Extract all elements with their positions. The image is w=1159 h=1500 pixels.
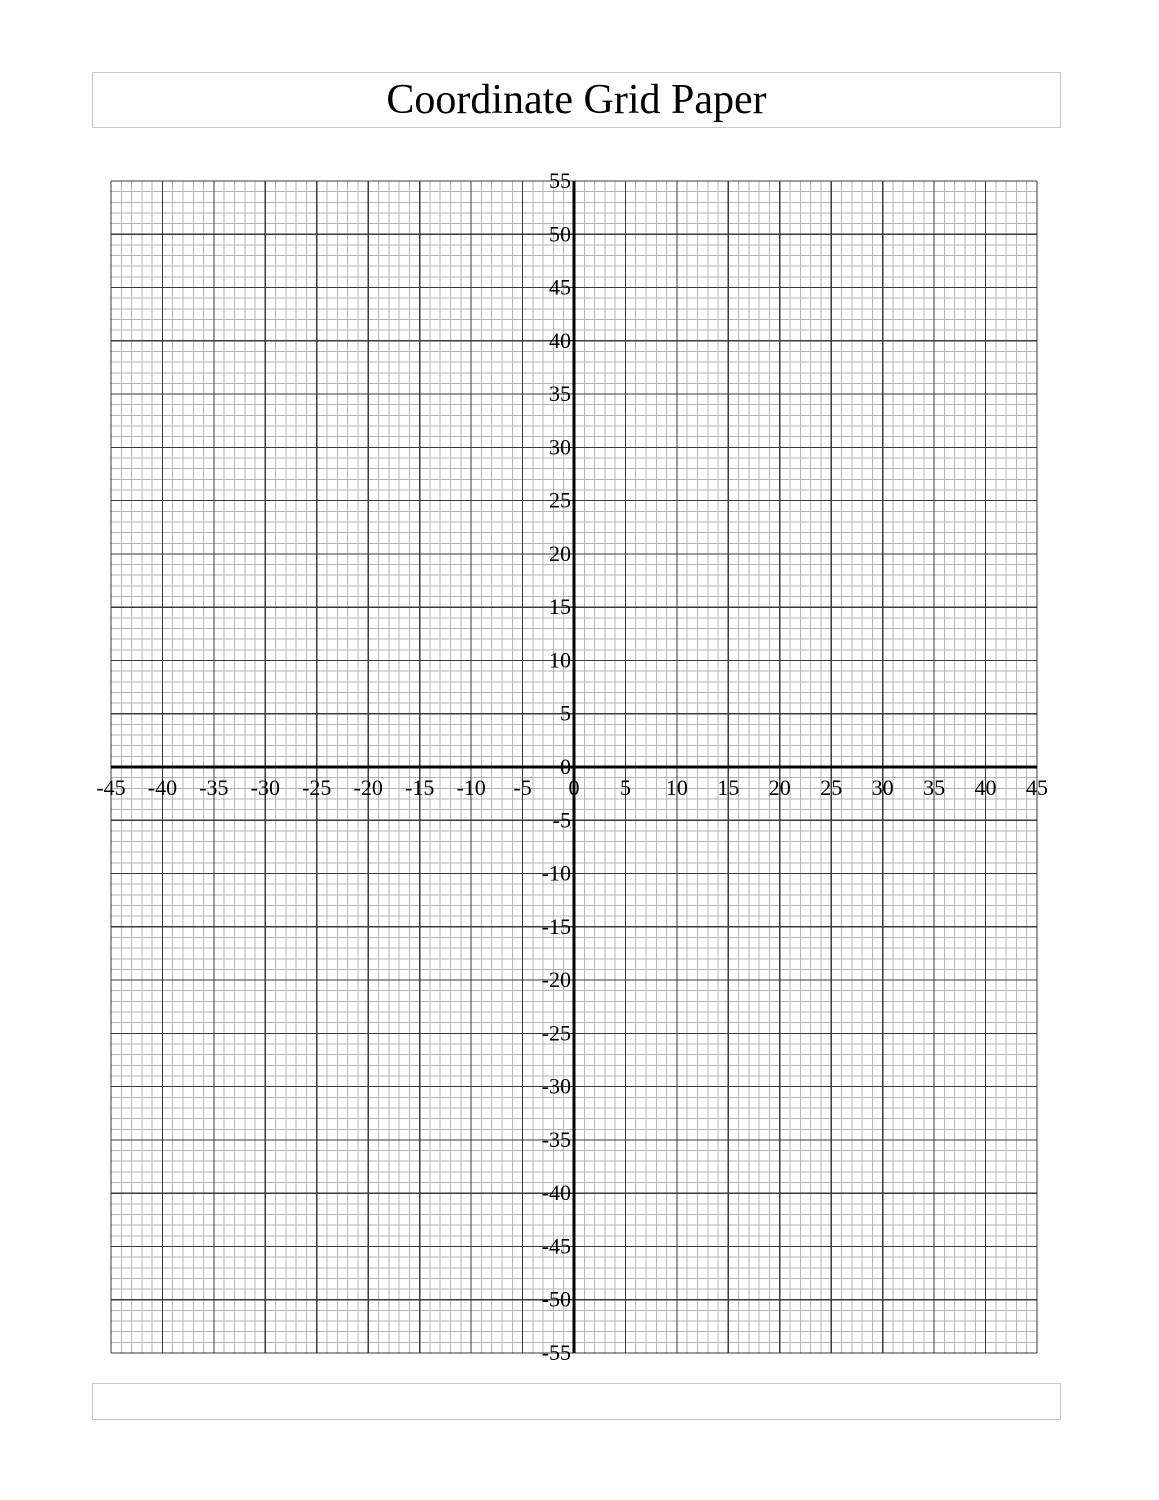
x-tick-label: -40: [147, 775, 178, 800]
x-tick-label: 30: [871, 775, 894, 800]
y-tick-label: 5: [560, 700, 571, 726]
axes: [111, 181, 1037, 1353]
y-tick-label: -45: [541, 1233, 571, 1259]
y-tick-label: -10: [541, 860, 571, 886]
page-title: Coordinate Grid Paper: [386, 77, 767, 123]
x-tick-label: -30: [250, 775, 280, 800]
x-tick-label: 25: [820, 775, 843, 800]
y-tick-label: 25: [549, 487, 571, 513]
y-tick-label: -40: [541, 1180, 571, 1206]
x-tick-label: -45: [96, 775, 126, 800]
y-tick-label: 40: [549, 327, 571, 353]
y-tick-label: -30: [541, 1073, 571, 1099]
x-tick-label: -25: [302, 775, 332, 800]
y-tick-label: -5: [552, 807, 571, 833]
y-tick-label: 30: [549, 434, 571, 460]
x-tick-label: 45: [1026, 775, 1048, 800]
y-tick-label: 15: [549, 594, 571, 620]
x-tick-label: -10: [456, 775, 486, 800]
y-tick-label: 10: [549, 647, 571, 673]
x-tick-label: -15: [405, 775, 435, 800]
x-axis-tick-labels: [96, 775, 1048, 800]
y-tick-label: 0: [560, 754, 571, 779]
y-tick-label: 55: [549, 168, 571, 193]
x-tick-label: 35: [923, 775, 946, 800]
y-tick-label: 50: [549, 221, 571, 247]
x-tick-label: 5: [619, 775, 631, 800]
y-tick-label: -50: [541, 1286, 571, 1312]
x-tick-label: 10: [665, 775, 688, 800]
x-tick-label: -20: [353, 775, 383, 800]
y-tick-label: -20: [541, 967, 571, 993]
y-tick-label: 20: [549, 540, 571, 566]
y-tick-label: 35: [549, 381, 571, 407]
x-tick-label: -35: [199, 775, 229, 800]
y-tick-label: -25: [541, 1020, 571, 1046]
x-tick-label: -5: [513, 775, 532, 800]
x-tick-label: 40: [974, 775, 997, 800]
y-tick-label: -35: [541, 1126, 571, 1152]
y-tick-label: -15: [541, 913, 571, 939]
x-tick-label: 0: [568, 775, 580, 800]
y-tick-label: -55: [541, 1340, 571, 1365]
x-tick-label: 20: [768, 775, 791, 800]
footer-box: [92, 1383, 1061, 1420]
x-tick-label: 15: [717, 775, 740, 800]
y-tick-label: 45: [549, 274, 571, 300]
